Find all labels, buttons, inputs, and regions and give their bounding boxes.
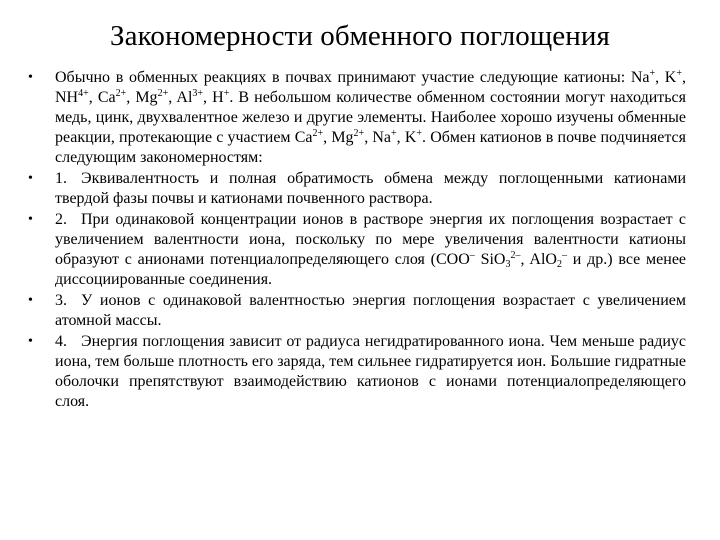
bullet-item-rule-4 (28, 332, 686, 412)
rule-number: 3. (55, 292, 67, 309)
rule-number: 4. (55, 333, 67, 350)
bullet-item-rule-2 (28, 210, 686, 290)
rule-number: 2. (55, 211, 67, 228)
bullet-text: 4. Энергия поглощения зависит от радиуса негидратированного иона. Чем меньше радиус иона, тем больше плотность его заряда, тем сильнее гидратируется ион. Большие гидратные оболочки препятствуют взаимодействию катионов с ионами потенциалопределяющего слоя. (55, 333, 686, 410)
rule-number: 1. (55, 170, 67, 187)
bullet-text: 2. При одинаковой концентрации ионов в растворе энергия их поглощения возрастает с увеличением валентности иона, поскольку по мере увеличения валентности катионы образуют с анионами потенциалопределяющего слоя (СОО– SiO$_3^{2-}$, AlO$_2$– и др.) все менее диссоциированные соединения. (55, 211, 687, 288)
bullet-item-intro (28, 68, 686, 168)
bullet-dot-icon: • (28, 70, 33, 85)
bullet-text: Обычно в обменных реакциях в почвах принимают участие следующие катионы: Na+, K+, $NH^{4+}$, $Ca^{2+}$, $Mg^{2+}$, $Al^{3+}$, H+. В небольшом количестве обменном состоянии могут находиться медь, цинк, двухвалентное железо и другие элементы. Наиболее хорошо изучены обменные реакции, протекающие с участием $Ca^{2+}$, $Mg^{2+}$, Na+, K+. Обмен катионов в почве подчиняется следующим закономерностям: (55, 68, 687, 166)
bullet-dot-icon: • (28, 212, 33, 227)
bullet-item-rule-3 (28, 291, 686, 331)
bullet-dot-icon: • (28, 171, 33, 186)
bullet-text: 1. Эквивалентность и полная обратимость обмена между поглощенными катионами твердой фазы почвы и катионами почвенного раствора. (55, 170, 686, 207)
bullet-dot-icon: • (28, 334, 33, 349)
bullet-item-rule-1 (28, 169, 686, 209)
slide-title: Закономерности обменного поглощения (110, 20, 610, 52)
bullet-dot-icon: • (28, 293, 33, 308)
bullet-list (28, 68, 686, 412)
bullet-text: 3. У ионов с одинаковой валентностью энергия поглощения возрастает с увеличением атомной массы. (55, 292, 686, 329)
